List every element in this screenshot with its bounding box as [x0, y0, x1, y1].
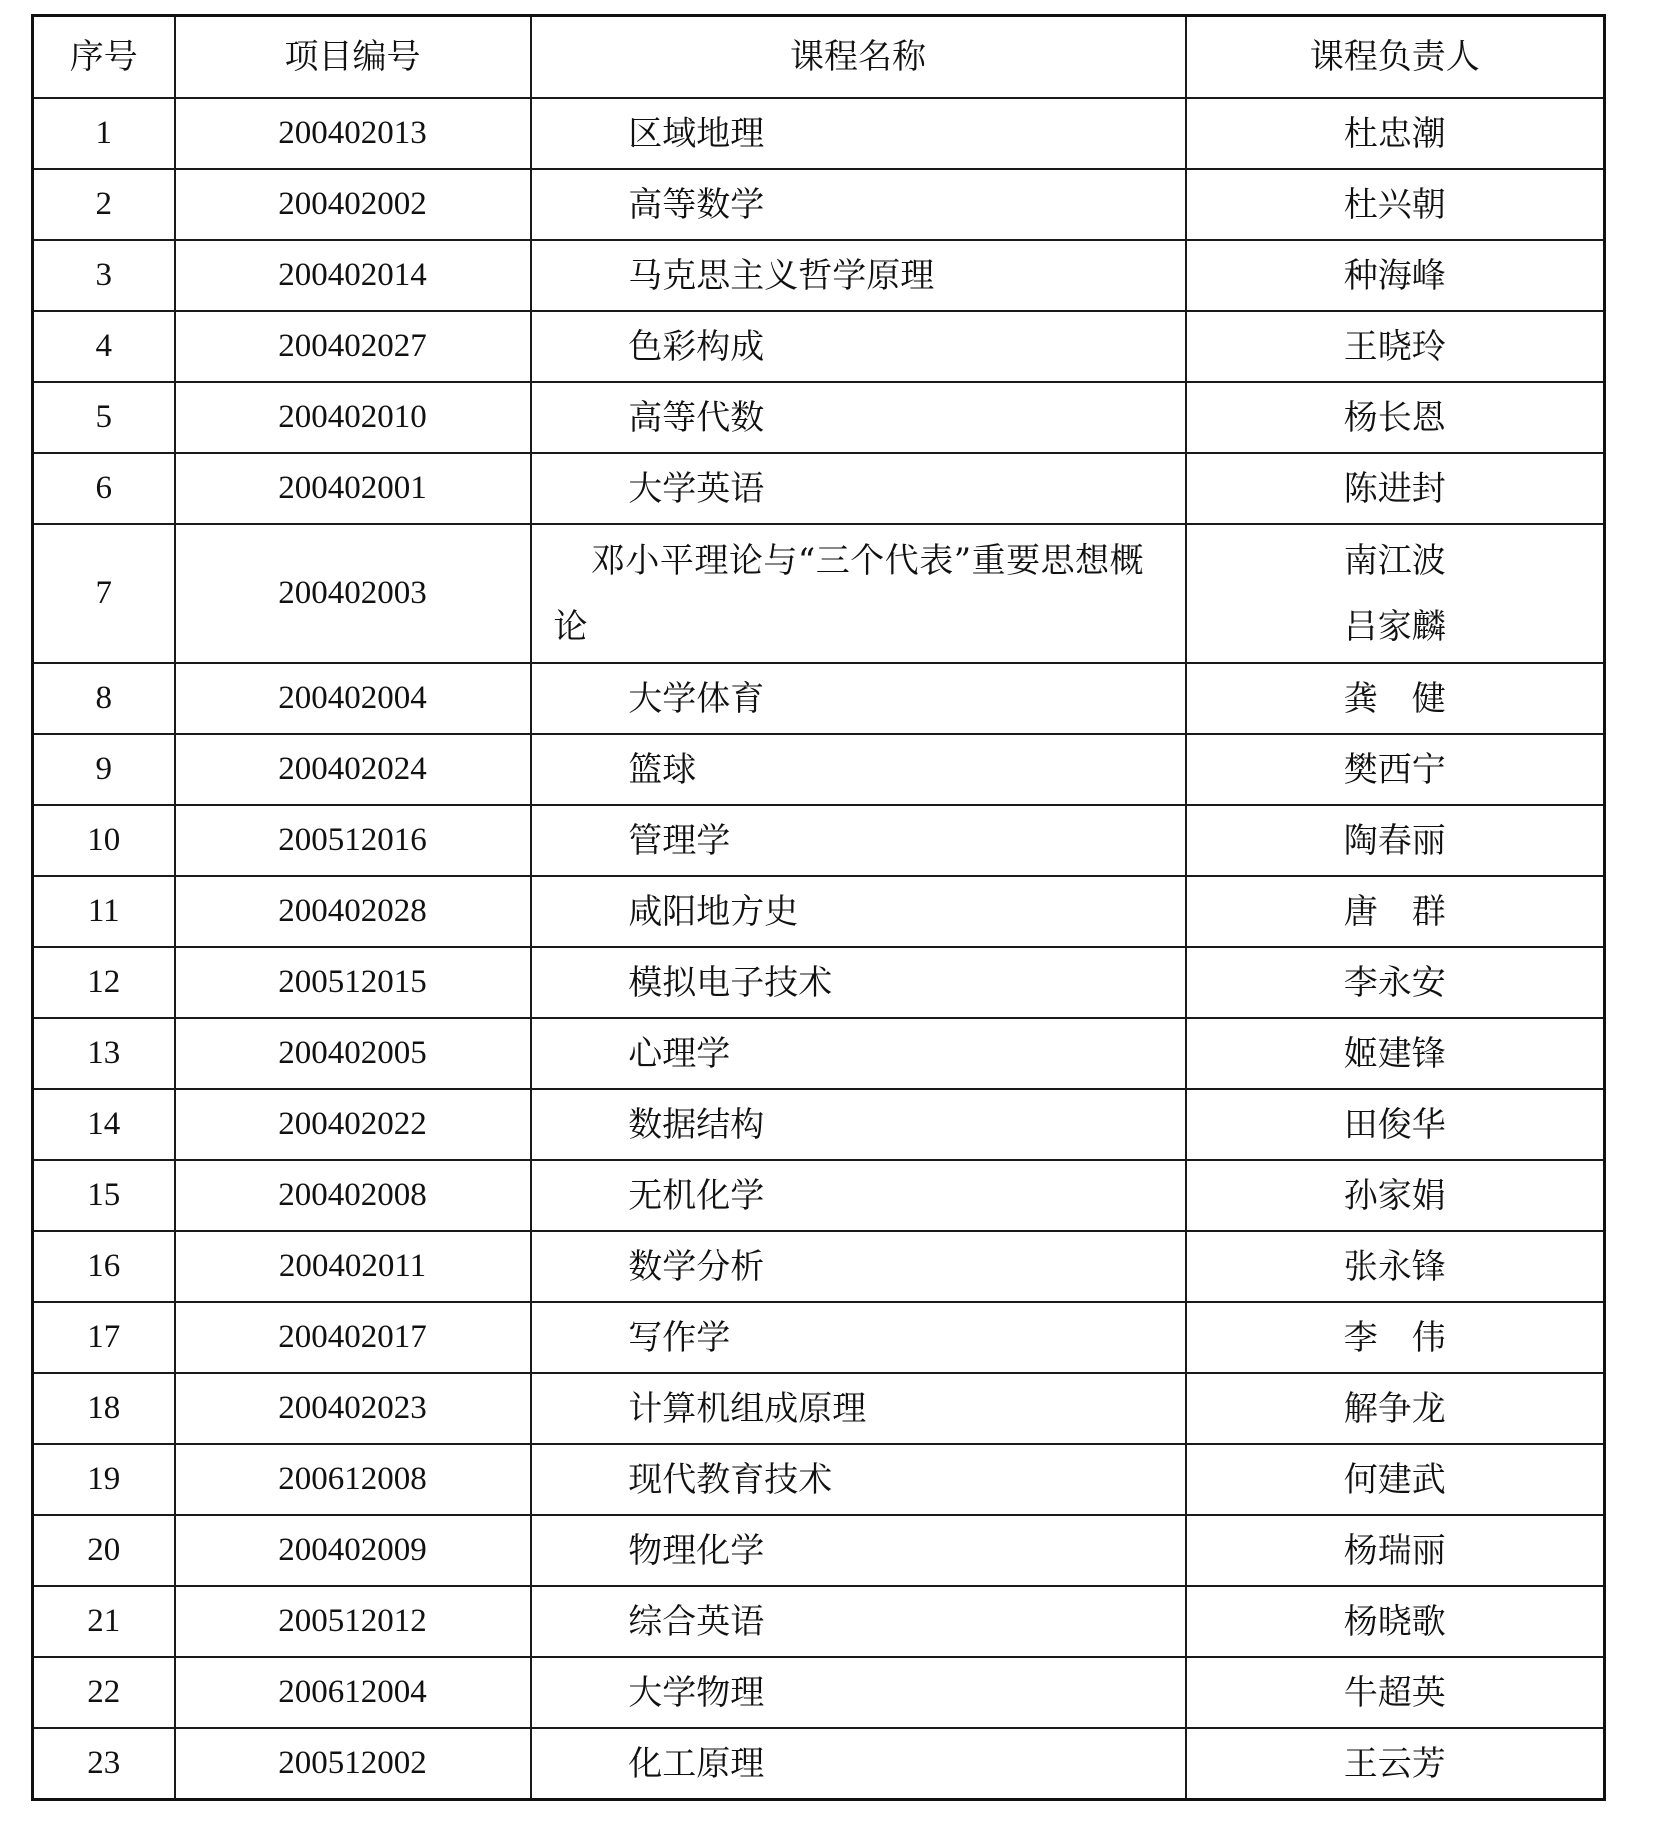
cell-project-code: 200402013	[175, 98, 531, 169]
cell-course-name	[531, 663, 1186, 734]
cell-serial: 2	[33, 169, 175, 240]
cell-project-code: 200512012	[175, 1586, 531, 1657]
cell-serial: 21	[33, 1586, 175, 1657]
table-row	[33, 734, 1605, 805]
cell-serial: 8	[33, 663, 175, 734]
course-name-text: 计算机组成原理	[628, 1388, 867, 1429]
cell-course-leader	[1186, 1373, 1605, 1444]
leader-name: 杨晓歌	[1343, 1601, 1446, 1642]
cell-project-code: 200402023	[175, 1373, 531, 1444]
course-name-text: 现代教育技术	[628, 1459, 833, 1500]
leader-name: 孙家娟	[1343, 1175, 1446, 1216]
cell-course-name	[531, 453, 1186, 524]
cell-serial: 9	[33, 734, 175, 805]
cell-serial: 23	[33, 1728, 175, 1800]
cell-course-name	[531, 876, 1186, 947]
cell-course-name	[531, 1089, 1186, 1160]
leader-name: 王晓玲	[1343, 326, 1446, 367]
cell-project-code: 200402004	[175, 663, 531, 734]
header-project-code: 项目编号	[175, 16, 531, 99]
leader-name: 吕家麟	[1343, 606, 1446, 647]
cell-course-leader	[1186, 311, 1605, 382]
header-course-leader: 课程负责人	[1186, 16, 1605, 99]
cell-serial: 5	[33, 382, 175, 453]
cell-serial: 12	[33, 947, 175, 1018]
cell-serial: 6	[33, 453, 175, 524]
cell-course-name	[531, 169, 1186, 240]
table-row	[33, 1586, 1605, 1657]
cell-course-leader	[1186, 663, 1605, 734]
course-name-text: 物理化学	[628, 1530, 765, 1571]
table-row	[33, 240, 1605, 311]
table-body	[33, 98, 1605, 1800]
cell-serial: 13	[33, 1018, 175, 1089]
cell-project-code: 200402022	[175, 1089, 531, 1160]
cell-course-name	[531, 805, 1186, 876]
cell-course-leader	[1186, 1728, 1605, 1800]
cell-project-code: 200512016	[175, 805, 531, 876]
cell-project-code: 200402002	[175, 169, 531, 240]
cell-course-leader	[1186, 1302, 1605, 1373]
leader-name: 王云芳	[1343, 1743, 1446, 1784]
course-name-text: 心理学	[628, 1033, 731, 1074]
cell-course-name	[531, 1160, 1186, 1231]
leader-name: 何建武	[1343, 1459, 1446, 1500]
cell-serial: 11	[33, 876, 175, 947]
cell-course-leader	[1186, 1444, 1605, 1515]
cell-serial: 10	[33, 805, 175, 876]
course-name-text: 邓小平理论与“三个代表”重要思想概论	[553, 540, 1145, 647]
cell-course-leader	[1186, 240, 1605, 311]
cell-course-name	[531, 311, 1186, 382]
leader-name: 杜忠潮	[1343, 113, 1446, 154]
cell-project-code: 200402001	[175, 453, 531, 524]
cell-serial: 22	[33, 1657, 175, 1728]
cell-course-name	[531, 1231, 1186, 1302]
cell-course-name	[531, 98, 1186, 169]
course-name-text: 马克思主义哲学原理	[628, 255, 935, 296]
cell-project-code: 200612004	[175, 1657, 531, 1728]
leader-name: 李 伟	[1343, 1317, 1446, 1358]
cell-serial: 4	[33, 311, 175, 382]
cell-course-name	[531, 1302, 1186, 1373]
cell-serial: 15	[33, 1160, 175, 1231]
course-name-text: 大学物理	[628, 1672, 765, 1713]
cell-project-code: 200612008	[175, 1444, 531, 1515]
table-row	[33, 1657, 1605, 1728]
leader-name: 杨长恩	[1343, 397, 1446, 438]
cell-course-leader	[1186, 1231, 1605, 1302]
header-serial: 序号	[33, 16, 175, 99]
course-name-text: 咸阳地方史	[628, 891, 799, 932]
table-row	[33, 382, 1605, 453]
cell-course-leader	[1186, 524, 1605, 663]
leader-name: 杜兴朝	[1343, 184, 1446, 225]
cell-course-name	[531, 1515, 1186, 1586]
cell-project-code: 200402009	[175, 1515, 531, 1586]
table-row	[33, 524, 1605, 663]
leader-name: 姬建锋	[1343, 1033, 1446, 1074]
cell-serial: 18	[33, 1373, 175, 1444]
cell-project-code: 200402014	[175, 240, 531, 311]
course-name-text: 模拟电子技术	[628, 962, 833, 1003]
header-course-name: 课程名称	[531, 16, 1186, 99]
leader-name: 龚 健	[1343, 678, 1446, 719]
table-row	[33, 98, 1605, 169]
cell-serial: 3	[33, 240, 175, 311]
cell-course-name	[531, 1444, 1186, 1515]
table-row	[33, 663, 1605, 734]
cell-course-leader	[1186, 805, 1605, 876]
table-row	[33, 1302, 1605, 1373]
course-name-text: 高等数学	[628, 184, 765, 225]
cell-project-code: 200512015	[175, 947, 531, 1018]
cell-course-leader	[1186, 947, 1605, 1018]
leader-name: 田俊华	[1343, 1104, 1446, 1145]
course-name-text: 区域地理	[628, 113, 765, 154]
table-row	[33, 1231, 1605, 1302]
cell-course-leader	[1186, 169, 1605, 240]
leader-name: 解争龙	[1343, 1388, 1446, 1429]
cell-course-leader	[1186, 1018, 1605, 1089]
cell-project-code: 200402010	[175, 382, 531, 453]
course-name-text: 大学英语	[628, 468, 765, 509]
cell-course-name	[531, 524, 1186, 663]
course-name-text: 写作学	[628, 1317, 731, 1358]
cell-course-leader	[1186, 1089, 1605, 1160]
leader-name: 李永安	[1343, 962, 1446, 1003]
cell-serial: 7	[33, 524, 175, 663]
cell-project-code: 200402024	[175, 734, 531, 805]
cell-course-leader	[1186, 98, 1605, 169]
table-row	[33, 1160, 1605, 1231]
leader-name: 南江波	[1343, 540, 1446, 581]
cell-course-name	[531, 382, 1186, 453]
cell-course-name	[531, 1657, 1186, 1728]
cell-course-leader	[1186, 453, 1605, 524]
leader-name: 樊西宁	[1343, 749, 1446, 790]
cell-serial: 17	[33, 1302, 175, 1373]
cell-course-name	[531, 1373, 1186, 1444]
cell-course-leader	[1186, 734, 1605, 805]
table-row	[33, 1373, 1605, 1444]
course-name-text: 篮球	[628, 749, 697, 790]
table-row	[33, 1018, 1605, 1089]
header-row	[33, 16, 1605, 99]
cell-project-code: 200402003	[175, 524, 531, 663]
course-name-text: 化工原理	[628, 1743, 765, 1784]
table-row	[33, 1089, 1605, 1160]
cell-course-name	[531, 947, 1186, 1018]
course-name-text: 综合英语	[628, 1601, 765, 1642]
cell-course-leader	[1186, 1160, 1605, 1231]
cell-serial: 14	[33, 1089, 175, 1160]
cell-course-leader	[1186, 1657, 1605, 1728]
cell-project-code: 200402005	[175, 1018, 531, 1089]
cell-course-leader	[1186, 876, 1605, 947]
cell-course-name	[531, 734, 1186, 805]
leader-name: 种海峰	[1343, 255, 1446, 296]
cell-course-leader	[1186, 382, 1605, 453]
leader-name: 牛超英	[1343, 1672, 1446, 1713]
leader-name: 陶春丽	[1343, 820, 1446, 861]
course-name-text: 数学分析	[628, 1246, 765, 1287]
course-name-text: 高等代数	[628, 397, 765, 438]
leader-name: 唐 群	[1343, 891, 1446, 932]
cell-serial: 16	[33, 1231, 175, 1302]
cell-course-name	[531, 1018, 1186, 1089]
table-row	[33, 876, 1605, 947]
table-row	[33, 311, 1605, 382]
cell-serial: 19	[33, 1444, 175, 1515]
cell-course-leader	[1186, 1515, 1605, 1586]
cell-project-code: 200402017	[175, 1302, 531, 1373]
table-row	[33, 1444, 1605, 1515]
cell-project-code: 200402027	[175, 311, 531, 382]
leader-name: 陈进封	[1343, 468, 1446, 509]
table-row	[33, 169, 1605, 240]
cell-project-code: 200402011	[175, 1231, 531, 1302]
leader-name: 张永锋	[1343, 1246, 1446, 1287]
table-row	[33, 453, 1605, 524]
table-row	[33, 1515, 1605, 1586]
cell-course-leader	[1186, 1586, 1605, 1657]
cell-serial: 20	[33, 1515, 175, 1586]
course-name-text: 数据结构	[628, 1104, 765, 1145]
leader-name: 杨瑞丽	[1343, 1530, 1446, 1571]
cell-project-code: 200402028	[175, 876, 531, 947]
course-table	[31, 14, 1606, 1801]
cell-serial: 1	[33, 98, 175, 169]
course-name-text: 无机化学	[628, 1175, 765, 1216]
cell-course-name	[531, 1728, 1186, 1800]
table-row	[33, 947, 1605, 1018]
table-row	[33, 805, 1605, 876]
cell-course-name	[531, 240, 1186, 311]
cell-project-code: 200512002	[175, 1728, 531, 1800]
course-name-text: 管理学	[628, 820, 731, 861]
course-name-text: 大学体育	[628, 678, 765, 719]
cell-project-code: 200402008	[175, 1160, 531, 1231]
table-row	[33, 1728, 1605, 1800]
cell-course-name	[531, 1586, 1186, 1657]
course-name-text: 色彩构成	[628, 326, 765, 367]
